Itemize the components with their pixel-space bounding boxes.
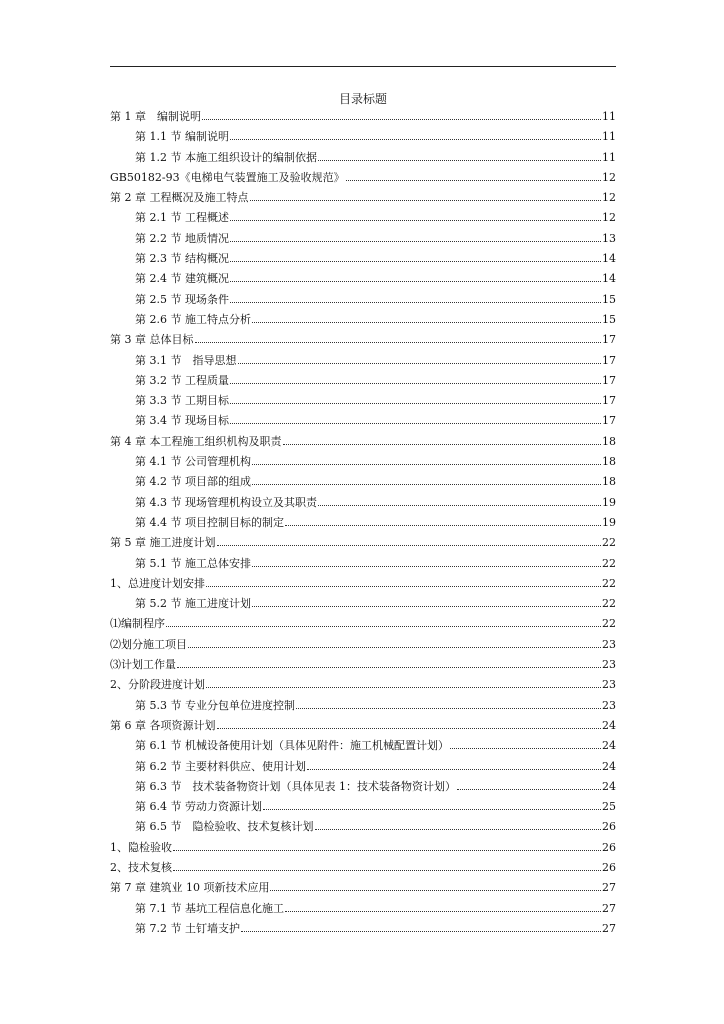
toc-entry-label: 第 1.1 节 编制说明 — [135, 130, 229, 144]
toc-leader-dots — [230, 220, 601, 221]
toc-leader-dots — [296, 708, 601, 709]
toc-entry-page: 15 — [602, 312, 616, 326]
toc-leader-dots — [283, 444, 602, 445]
toc-entry-label: 第 2 章 工程概况及施工特点 — [110, 191, 249, 205]
toc-entry-label: 2、分阶段进度计划 — [110, 678, 205, 692]
toc-leader-dots — [230, 383, 601, 384]
toc-entry[interactable] — [110, 637, 616, 657]
toc-entry[interactable] — [110, 556, 616, 576]
toc-entry[interactable] — [110, 880, 616, 900]
toc-entry[interactable] — [110, 474, 616, 494]
toc-entry-page: 17 — [602, 353, 616, 367]
toc-entry[interactable] — [110, 779, 616, 799]
toc-entry[interactable] — [110, 292, 616, 312]
toc-entry-page: 19 — [602, 495, 616, 509]
toc-leader-dots — [230, 302, 601, 303]
toc-entry-page: 23 — [602, 698, 616, 712]
toc-entry-label: 第 5.3 节 专业分包单位进度控制 — [135, 698, 295, 712]
toc-entry-label: 第 4.2 节 项目部的组成 — [135, 475, 251, 489]
toc-entry-page: 23 — [602, 637, 616, 651]
toc-entry-page: 18 — [602, 434, 616, 448]
toc-entry-label: ⑴编制程序 — [110, 617, 165, 631]
toc-entry-page: 22 — [602, 556, 616, 570]
toc-entry-label: 第 1 章 编制说明 — [110, 110, 201, 123]
toc-entry[interactable] — [110, 819, 616, 839]
toc-entry-label: 2、技术复核 — [110, 860, 172, 874]
toc-leader-dots — [318, 160, 601, 161]
toc-entry-page: 15 — [602, 292, 616, 306]
toc-leader-dots — [307, 769, 601, 770]
toc-entry[interactable] — [110, 921, 616, 941]
toc-entry-label: 第 5 章 施工进度计划 — [110, 536, 216, 550]
toc-entry-page: 12 — [602, 191, 616, 205]
toc-leader-dots — [252, 484, 601, 485]
toc-entry[interactable] — [110, 901, 616, 921]
toc-entry-label: 第 3.1 节 指导思想 — [135, 353, 237, 367]
toc-entry[interactable] — [110, 677, 616, 697]
toc-entry[interactable] — [110, 129, 616, 149]
toc-entry[interactable] — [110, 251, 616, 271]
toc-entry[interactable] — [110, 332, 616, 352]
toc-entry-page: 22 — [602, 576, 616, 590]
toc-entry-page: 17 — [602, 373, 616, 387]
toc-entry-page: 14 — [602, 252, 616, 266]
toc-entry-page: 22 — [602, 536, 616, 550]
toc-entry-label: 第 5.2 节 施工进度计划 — [135, 597, 251, 611]
toc-leader-dots — [230, 281, 601, 282]
toc-entry[interactable] — [110, 109, 616, 129]
toc-entry-label: 第 6 章 各项资源计划 — [110, 718, 216, 732]
toc-entry-page: 17 — [602, 414, 616, 428]
toc-entry-label: 第 3.4 节 现场目标 — [135, 414, 229, 428]
toc-entry-label: 第 7 章 建筑业 10 项新技术应用 — [110, 881, 270, 895]
toc-entry-label: ⑵划分施工项目 — [110, 637, 187, 651]
toc-entry[interactable] — [110, 759, 616, 779]
table-of-contents — [110, 109, 616, 941]
toc-entry-page: 24 — [602, 759, 616, 773]
toc-entry-label: 第 6.1 节 机械设备使用计划（具体见附件：施工机械配置计划） — [135, 739, 449, 753]
toc-entry-label: 第 5.1 节 施工总体安排 — [135, 556, 251, 570]
toc-entry[interactable] — [110, 434, 616, 454]
toc-entry[interactable] — [110, 596, 616, 616]
toc-entry-page: 14 — [602, 272, 616, 286]
toc-entry-page: 17 — [602, 394, 616, 408]
toc-entry[interactable] — [110, 312, 616, 332]
toc-entry-page: 17 — [602, 333, 616, 347]
toc-entry-label: 第 6.3 节 技术装备物资计划（具体见表 1：技术装备物资计划） — [135, 779, 456, 793]
toc-entry-label: 第 6.4 节 劳动力资源计划 — [135, 800, 262, 814]
toc-entry-page: 26 — [602, 840, 616, 854]
toc-entry-label: 1、总进度计划安排 — [110, 576, 205, 590]
toc-entry-page: 12 — [602, 170, 616, 184]
toc-leader-dots — [252, 566, 601, 567]
toc-entry-page: 19 — [602, 515, 616, 529]
toc-entry-page: 22 — [602, 597, 616, 611]
toc-entry-label: 第 4.3 节 现场管理机构设立及其职责 — [135, 495, 317, 509]
toc-entry[interactable] — [110, 576, 616, 596]
toc-leader-dots — [217, 545, 602, 546]
toc-entry-page: 23 — [602, 678, 616, 692]
toc-leader-dots — [230, 241, 601, 242]
toc-entry-label: 第 6.5 节 隐检验收、技术复核计划 — [135, 820, 314, 834]
toc-entry-label: 第 3.2 节 工程质量 — [135, 373, 229, 387]
toc-entry-label: 第 2.2 节 地质情况 — [135, 231, 229, 245]
toc-leader-dots — [241, 931, 601, 932]
toc-entry-label: GB50182-93《电梯电气装置施工及验收规范》 — [110, 170, 345, 184]
toc-entry[interactable] — [110, 698, 616, 718]
toc-entry[interactable] — [110, 860, 616, 880]
toc-entry-label: 第 1.2 节 本施工组织设计的编制依据 — [135, 150, 317, 164]
toc-leader-dots — [285, 911, 601, 912]
toc-entry-page: 27 — [602, 921, 616, 935]
toc-leader-dots — [263, 809, 601, 810]
toc-entry-label: 第 2.6 节 施工特点分析 — [135, 312, 251, 326]
toc-leader-dots — [173, 850, 601, 851]
toc-entry-label: 第 4.4 节 项目控制目标的制定 — [135, 515, 284, 529]
toc-entry[interactable] — [110, 150, 616, 170]
toc-entry[interactable] — [110, 718, 616, 738]
header-rule — [110, 66, 616, 67]
toc-entry-page: 23 — [602, 658, 616, 672]
toc-entry[interactable] — [110, 231, 616, 251]
toc-leader-dots — [457, 789, 601, 790]
toc-entry-label: ⑶计划工作量 — [110, 658, 176, 672]
toc-leader-dots — [166, 626, 601, 627]
toc-entry[interactable] — [110, 210, 616, 230]
toc-entry[interactable] — [110, 413, 616, 433]
toc-leader-dots — [230, 261, 601, 262]
toc-entry[interactable] — [110, 271, 616, 291]
toc-entry-page: 18 — [602, 455, 616, 469]
toc-entry-label: 第 3 章 总体目标 — [110, 333, 194, 347]
toc-leader-dots — [315, 829, 602, 830]
toc-entry-label: 第 2.1 节 工程概述 — [135, 211, 229, 225]
toc-entry[interactable] — [110, 495, 616, 515]
toc-entry[interactable] — [110, 393, 616, 413]
toc-leader-dots — [252, 464, 601, 465]
toc-leader-dots — [188, 647, 601, 648]
toc-leader-dots — [230, 423, 601, 424]
toc-entry[interactable] — [110, 738, 616, 758]
toc-entry-label: 第 3.3 节 工期目标 — [135, 394, 229, 408]
toc-entry-page: 26 — [602, 860, 616, 874]
toc-leader-dots — [250, 200, 602, 201]
toc-entry-label: 1、隐检验收 — [110, 840, 172, 854]
toc-entry[interactable] — [110, 190, 616, 210]
toc-leader-dots — [285, 525, 601, 526]
toc-entry-page: 22 — [602, 617, 616, 631]
toc-leader-dots — [206, 687, 601, 688]
toc-entry-label: 第 2.3 节 结构概况 — [135, 252, 229, 266]
toc-entry-label: 第 2.4 节 建筑概况 — [135, 272, 229, 286]
toc-leader-dots — [230, 139, 601, 140]
toc-entry[interactable] — [110, 535, 616, 555]
toc-leader-dots — [450, 748, 601, 749]
toc-leader-dots — [177, 667, 601, 668]
toc-entry-page: 12 — [602, 211, 616, 225]
toc-entry-page: 26 — [602, 820, 616, 834]
toc-leader-dots — [252, 322, 601, 323]
toc-entry-page: 11 — [602, 150, 616, 164]
toc-entry[interactable] — [110, 454, 616, 474]
toc-entry-label: 第 6.2 节 主要材料供应、使用计划 — [135, 759, 306, 773]
toc-entry[interactable] — [110, 515, 616, 535]
toc-leader-dots — [230, 403, 601, 404]
toc-leader-dots — [270, 890, 601, 891]
toc-entry[interactable] — [110, 353, 616, 373]
toc-entry-page: 13 — [602, 231, 616, 245]
toc-leader-dots — [318, 505, 601, 506]
toc-entry-page: 11 — [602, 130, 616, 144]
toc-leader-dots — [217, 728, 602, 729]
toc-leader-dots — [173, 870, 601, 871]
toc-entry-page: 18 — [602, 475, 616, 489]
toc-entry-label: 第 4.1 节 公司管理机构 — [135, 455, 251, 469]
toc-entry[interactable] — [110, 616, 616, 636]
toc-entry[interactable] — [110, 799, 616, 819]
toc-leader-dots — [206, 586, 601, 587]
toc-entry-page: 27 — [602, 901, 616, 915]
toc-entry-page: 25 — [602, 800, 616, 814]
toc-leader-dots — [202, 119, 601, 120]
toc-entry-label: 第 7.2 节 土钉墙支护 — [135, 921, 240, 935]
toc-entry-label: 第 4 章 本工程施工组织机构及职责 — [110, 434, 282, 448]
toc-entry-page: 11 — [602, 110, 616, 123]
toc-leader-dots — [238, 363, 602, 364]
toc-entry-page: 24 — [602, 739, 616, 753]
toc-entry-page: 24 — [602, 718, 616, 732]
toc-entry-label: 第 2.5 节 现场条件 — [135, 292, 229, 306]
toc-entry-label: 第 7.1 节 基坑工程信息化施工 — [135, 901, 284, 915]
toc-entry[interactable] — [110, 657, 616, 677]
toc-entry[interactable] — [110, 840, 616, 860]
toc-leader-dots — [252, 606, 601, 607]
toc-title: 目录标题 — [338, 92, 387, 106]
toc-entry-page: 24 — [602, 779, 616, 793]
toc-entry[interactable] — [110, 170, 616, 190]
toc-entry[interactable] — [110, 373, 616, 393]
toc-leader-dots — [195, 342, 602, 343]
toc-leader-dots — [346, 180, 601, 181]
toc-entry-page: 27 — [602, 881, 616, 895]
